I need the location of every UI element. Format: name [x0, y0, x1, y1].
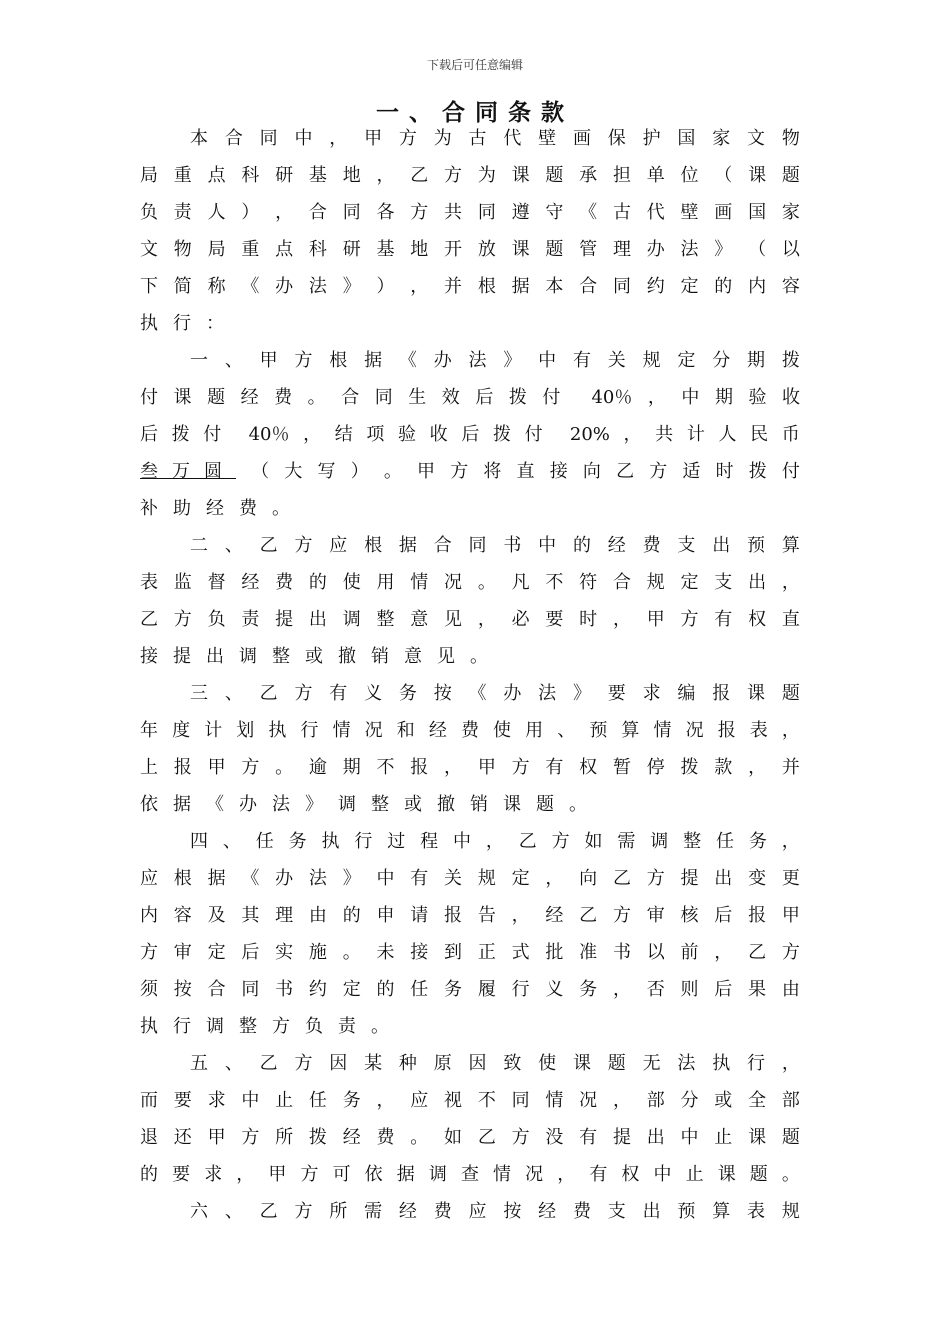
text-line: 四 、 任 务 执 行 过 程 中 ， 乙 方 如 需 调 整 任 务 ， — [190, 831, 800, 852]
text-line: 依 据 《 办 法 》 调 整 或 撤 销 课 题 。 — [140, 794, 587, 815]
text-line: 一 、 甲 方 根 据 《 办 法 》 中 有 关 规 定 分 期 拨 — [190, 350, 800, 371]
text-line: 方 审 定 后 实 施 。 未 接 到 正 式 批 准 书 以 前 ， 乙 方 — [140, 942, 800, 963]
text-line: 文 物 局 重 点 科 研 基 地 开 放 课 题 管 理 办 法 》 （ 以 — [140, 239, 800, 260]
text-line: 上 报 甲 方 。 逾 期 不 报 ， 甲 方 有 权 暂 停 拨 款 ， 并 — [140, 757, 800, 778]
text-line: 补 助 经 费 。 — [140, 498, 290, 519]
text-line: 后 拨 付 40％ ， 结 项 验 收 后 拨 付 20% ， 共 计 人 民 币 — [140, 424, 800, 445]
text-line: 而 要 求 中 止 任 务 ， 应 视 不 同 情 况 ， 部 分 或 全 部 — [140, 1090, 800, 1111]
text-line: 退 还 甲 方 所 拨 经 费 。 如 乙 方 没 有 提 出 中 止 课 题 — [140, 1127, 800, 1148]
section-title: 一、合同条款 — [376, 100, 574, 126]
text-line: 局 重 点 科 研 基 地 ， 乙 方 为 课 题 承 担 单 位 （ 课 题 — [140, 165, 800, 186]
text-line: 须 按 合 同 书 约 定 的 任 务 履 行 义 务 ， 否 则 后 果 由 — [140, 979, 800, 1000]
text-line: 内 容 及 其 理 由 的 申 请 报 告 ， 经 乙 方 审 核 后 报 甲 — [140, 905, 800, 926]
text-line: 乙 方 负 责 提 出 调 整 意 见 ， 必 要 时 ， 甲 方 有 权 直 — [140, 609, 800, 630]
text-line: 的 要 求 ， 甲 方 可 依 据 调 查 情 况 ， 有 权 中 止 课 题 。 — [140, 1164, 800, 1185]
text-line: 应 根 据 《 办 法 》 中 有 关 规 定 ， 向 乙 方 提 出 变 更 — [140, 868, 800, 889]
text-line: 付 课 题 经 费 。 合 同 生 效 后 拨 付 40％ ， 中 期 验 收 — [140, 387, 800, 408]
text-line: 五 、 乙 方 因 某 种 原 因 致 使 课 题 无 法 执 行 ， — [190, 1053, 800, 1074]
text-line: 表 监 督 经 费 的 使 用 情 况 。 凡 不 符 合 规 定 支 出 ， — [140, 572, 800, 593]
text-line: 叁万圆 （ 大 写 ） 。 甲 方 将 直 接 向 乙 方 适 时 拨 付 — [140, 453, 800, 490]
text-line: 年 度 计 划 执 行 情 况 和 经 费 使 用 、 预 算 情 况 报 表 ， — [140, 720, 800, 741]
underlined-amount: 叁万圆 — [140, 461, 236, 482]
text-line: 六 、 乙 方 所 需 经 费 应 按 经 费 支 出 预 算 表 规 — [190, 1201, 800, 1222]
contract-body — [140, 120, 800, 1230]
text-line: 二 、 乙 方 应 根 据 合 同 书 中 的 经 费 支 出 预 算 — [190, 535, 800, 556]
text-line: 执 行 ： — [140, 313, 224, 334]
text-line: 接 提 出 调 整 或 撤 销 意 见 。 — [140, 646, 488, 667]
text-line: 下 简 称 《 办 法 》 ） ， 并 根 据 本 合 同 约 定 的 内 容 — [140, 276, 800, 297]
text-line: 三 、 乙 方 有 义 务 按 《 办 法 》 要 求 编 报 课 题 — [190, 683, 800, 704]
text-line: 本 合 同 中 ， 甲 方 为 古 代 壁 画 保 护 国 家 文 物 — [190, 128, 800, 149]
page-header: 下载后可任意编辑 — [426, 58, 523, 72]
text-line: 负 责 人 ） ， 合 同 各 方 共 同 遵 守 《 古 代 壁 画 国 家 — [140, 202, 800, 223]
text-line: 执 行 调 整 方 负 责 。 — [140, 1016, 389, 1037]
